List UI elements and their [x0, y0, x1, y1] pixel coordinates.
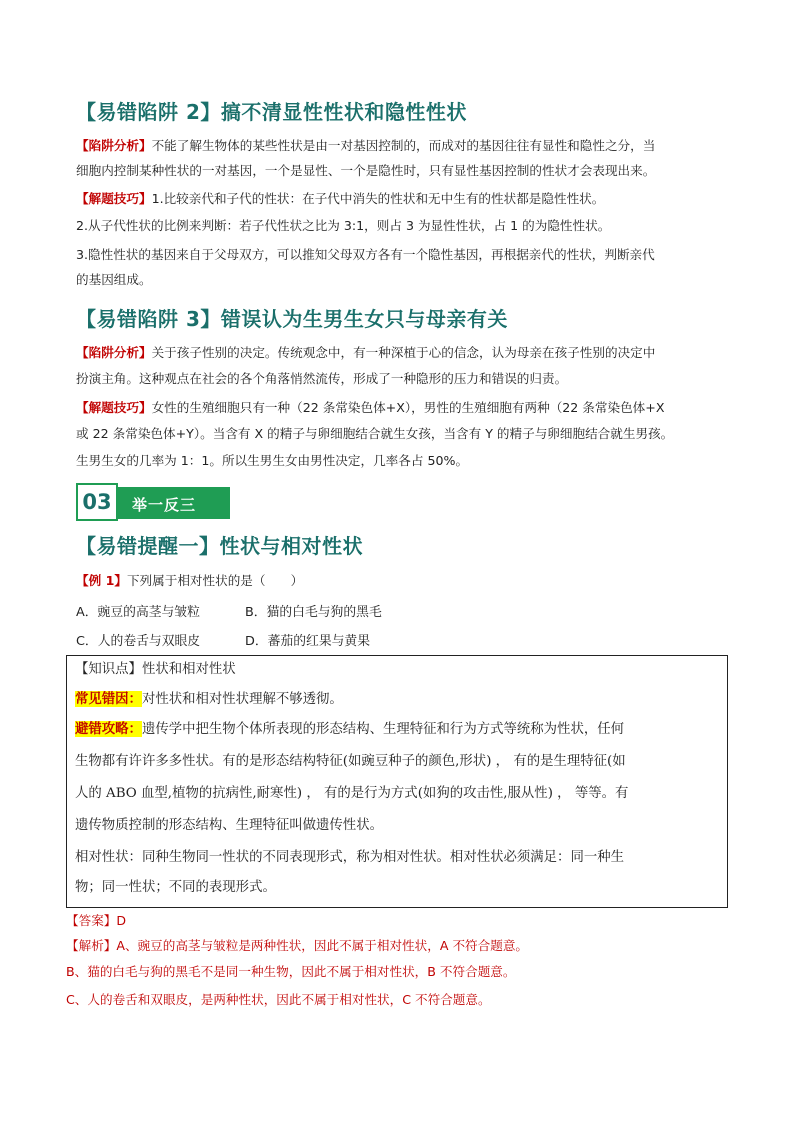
analysis-tag: 【陷阱分析】: [76, 138, 152, 153]
trap2-tips-line-2: 2.从子代性状的比例来判断：若子代性状之比为 3:1，则占 3 为显性性状，占 1 的为隐性性状。: [76, 218, 611, 233]
reminder-title: 【易错提醒一】性状与相对性状: [76, 534, 363, 558]
trap2-tips-line-4: 的基因组成。: [76, 272, 152, 287]
question-text: 下列属于相对性状的是（ ）: [126, 573, 304, 588]
common-error-text: 对性状和相对性状理解不够透彻。: [141, 692, 343, 707]
explanation-line-c: C、人的卷舌和双眼皮，是两种性状，因此不属于相对性状，C 不符合题意。: [66, 992, 491, 1007]
avoid-text: 遗传学中把生物个体所表现的形态结构、生理特征和行为方式等统称为性状，任何: [141, 722, 625, 737]
example-question: [76, 571, 303, 591]
answer-value: D: [116, 913, 127, 928]
avoid-tag: 避错攻略：: [75, 721, 142, 737]
tips-text: 女性的生殖细胞只有一种（22 条常染色体+X），男性的生殖细胞有两种（22 条常染色体+X: [151, 400, 665, 415]
avoid-line-1: [75, 719, 624, 740]
trap3-analysis-line: [76, 343, 655, 363]
explanation-line-b: B、猫的白毛与狗的黑毛不是同一种生物，因此不属于相对性状，B 不符合题意。: [66, 964, 516, 979]
tips-tag: 【解题技巧】: [76, 191, 152, 206]
trap3-title: 【易错陷阱 3】错误认为生男生女只与母亲有关: [76, 307, 508, 331]
trap2-title: 【易错陷阱 2】搞不清显性性状和隐性性状: [76, 100, 467, 124]
trap3-tips-line: [76, 398, 664, 418]
explanation-tag: 【解析】: [66, 938, 117, 953]
common-error-tag: 常见错因：: [75, 691, 142, 707]
option-d: D．蕃茄的红果与黄果: [245, 634, 371, 649]
tips-text: 1.比较亲代和子代的性状：在子代中消失的性状和无中生有的性状都是隐性性状。: [151, 191, 605, 206]
relative-line-1: 相对性状：同种生物同一性状的不同表现形式，称为相对性状。相对性状必须满足：同一种生: [75, 850, 625, 865]
trap2-analysis-line-2: 细胞内控制某种性状的一对基因，一个是显性、一个是隐性时，只有显性基因控制的性状才会表现出来。: [76, 163, 656, 178]
trap3-analysis-line-2: 扮演主角。这种观点在社会的各个角落悄然流传，形成了一种隐形的压力和错误的归责。: [76, 371, 568, 386]
relative-line-2: 物；同一性状；不同的表现形式。: [75, 880, 276, 895]
tips-tag: 【解题技巧】: [76, 400, 152, 415]
explanation-line-a: [66, 936, 528, 956]
knowledge-header: 【知识点】性状和相对性状: [75, 662, 236, 677]
answer-tag: 【答案】: [66, 913, 117, 928]
avoid-line-4: 遗传物质控制的形态结构、生理特征叫做遗传性状。: [75, 818, 383, 833]
explanation-text-a: A、豌豆的高茎与皱粒是两种性状，因此不属于相对性状，A 不符合题意。: [116, 938, 529, 953]
analysis-text: 关于孩子性别的决定。传统观念中，有一种深植于心的信念，认为母亲在孩子性别的决定中: [151, 345, 656, 360]
common-error-line: [75, 689, 343, 710]
option-c: C．人的卷舌与双眼皮: [76, 634, 201, 649]
avoid-line-3: 人的 ABO 血型,植物的抗病性,耐寒性) ， 有的是行为方式(如狗的攻击性,服从性) ， 等等。有: [75, 786, 629, 801]
option-b: B．猫的白毛与狗的黑毛: [245, 605, 382, 620]
answer-line: [66, 911, 126, 931]
trap3-tips-line-3: 生男生女的几率为 1：1。所以生男生女由男性决定，几率各占 50%。: [76, 453, 469, 468]
analysis-text: 不能了解生物体的某些性状是由一对基因控制的，而成对的基因往往有显性和隐性之分，当: [151, 138, 656, 153]
trap2-tips-line: [76, 189, 604, 209]
trap3-tips-line-2: 或 22 条常染色体+Y）。当含有 X 的精子与卵细胞结合就生女孩，当含有 Y 的精子与卵细胞结合就生男孩。: [76, 426, 674, 441]
trap2-tips-line-3: 3.隐性性状的基因来自于父母双方，可以推知父母双方各有一个隐性基因，再根据亲代的性状，判断亲代: [76, 247, 655, 262]
analysis-tag: 【陷阱分析】: [76, 345, 152, 360]
section-title: 举一反三: [132, 496, 197, 514]
trap2-analysis-line: [76, 136, 655, 156]
avoid-line-2: 生物都有许许多多性状。有的是形态结构特征(如豌豆种子的颜色,形状) ， 有的是生理特征(如: [75, 754, 626, 769]
section-number: 03: [76, 483, 118, 521]
example-tag: 【例 1】: [76, 573, 127, 588]
option-a: A．豌豆的高茎与皱粒: [76, 605, 200, 620]
